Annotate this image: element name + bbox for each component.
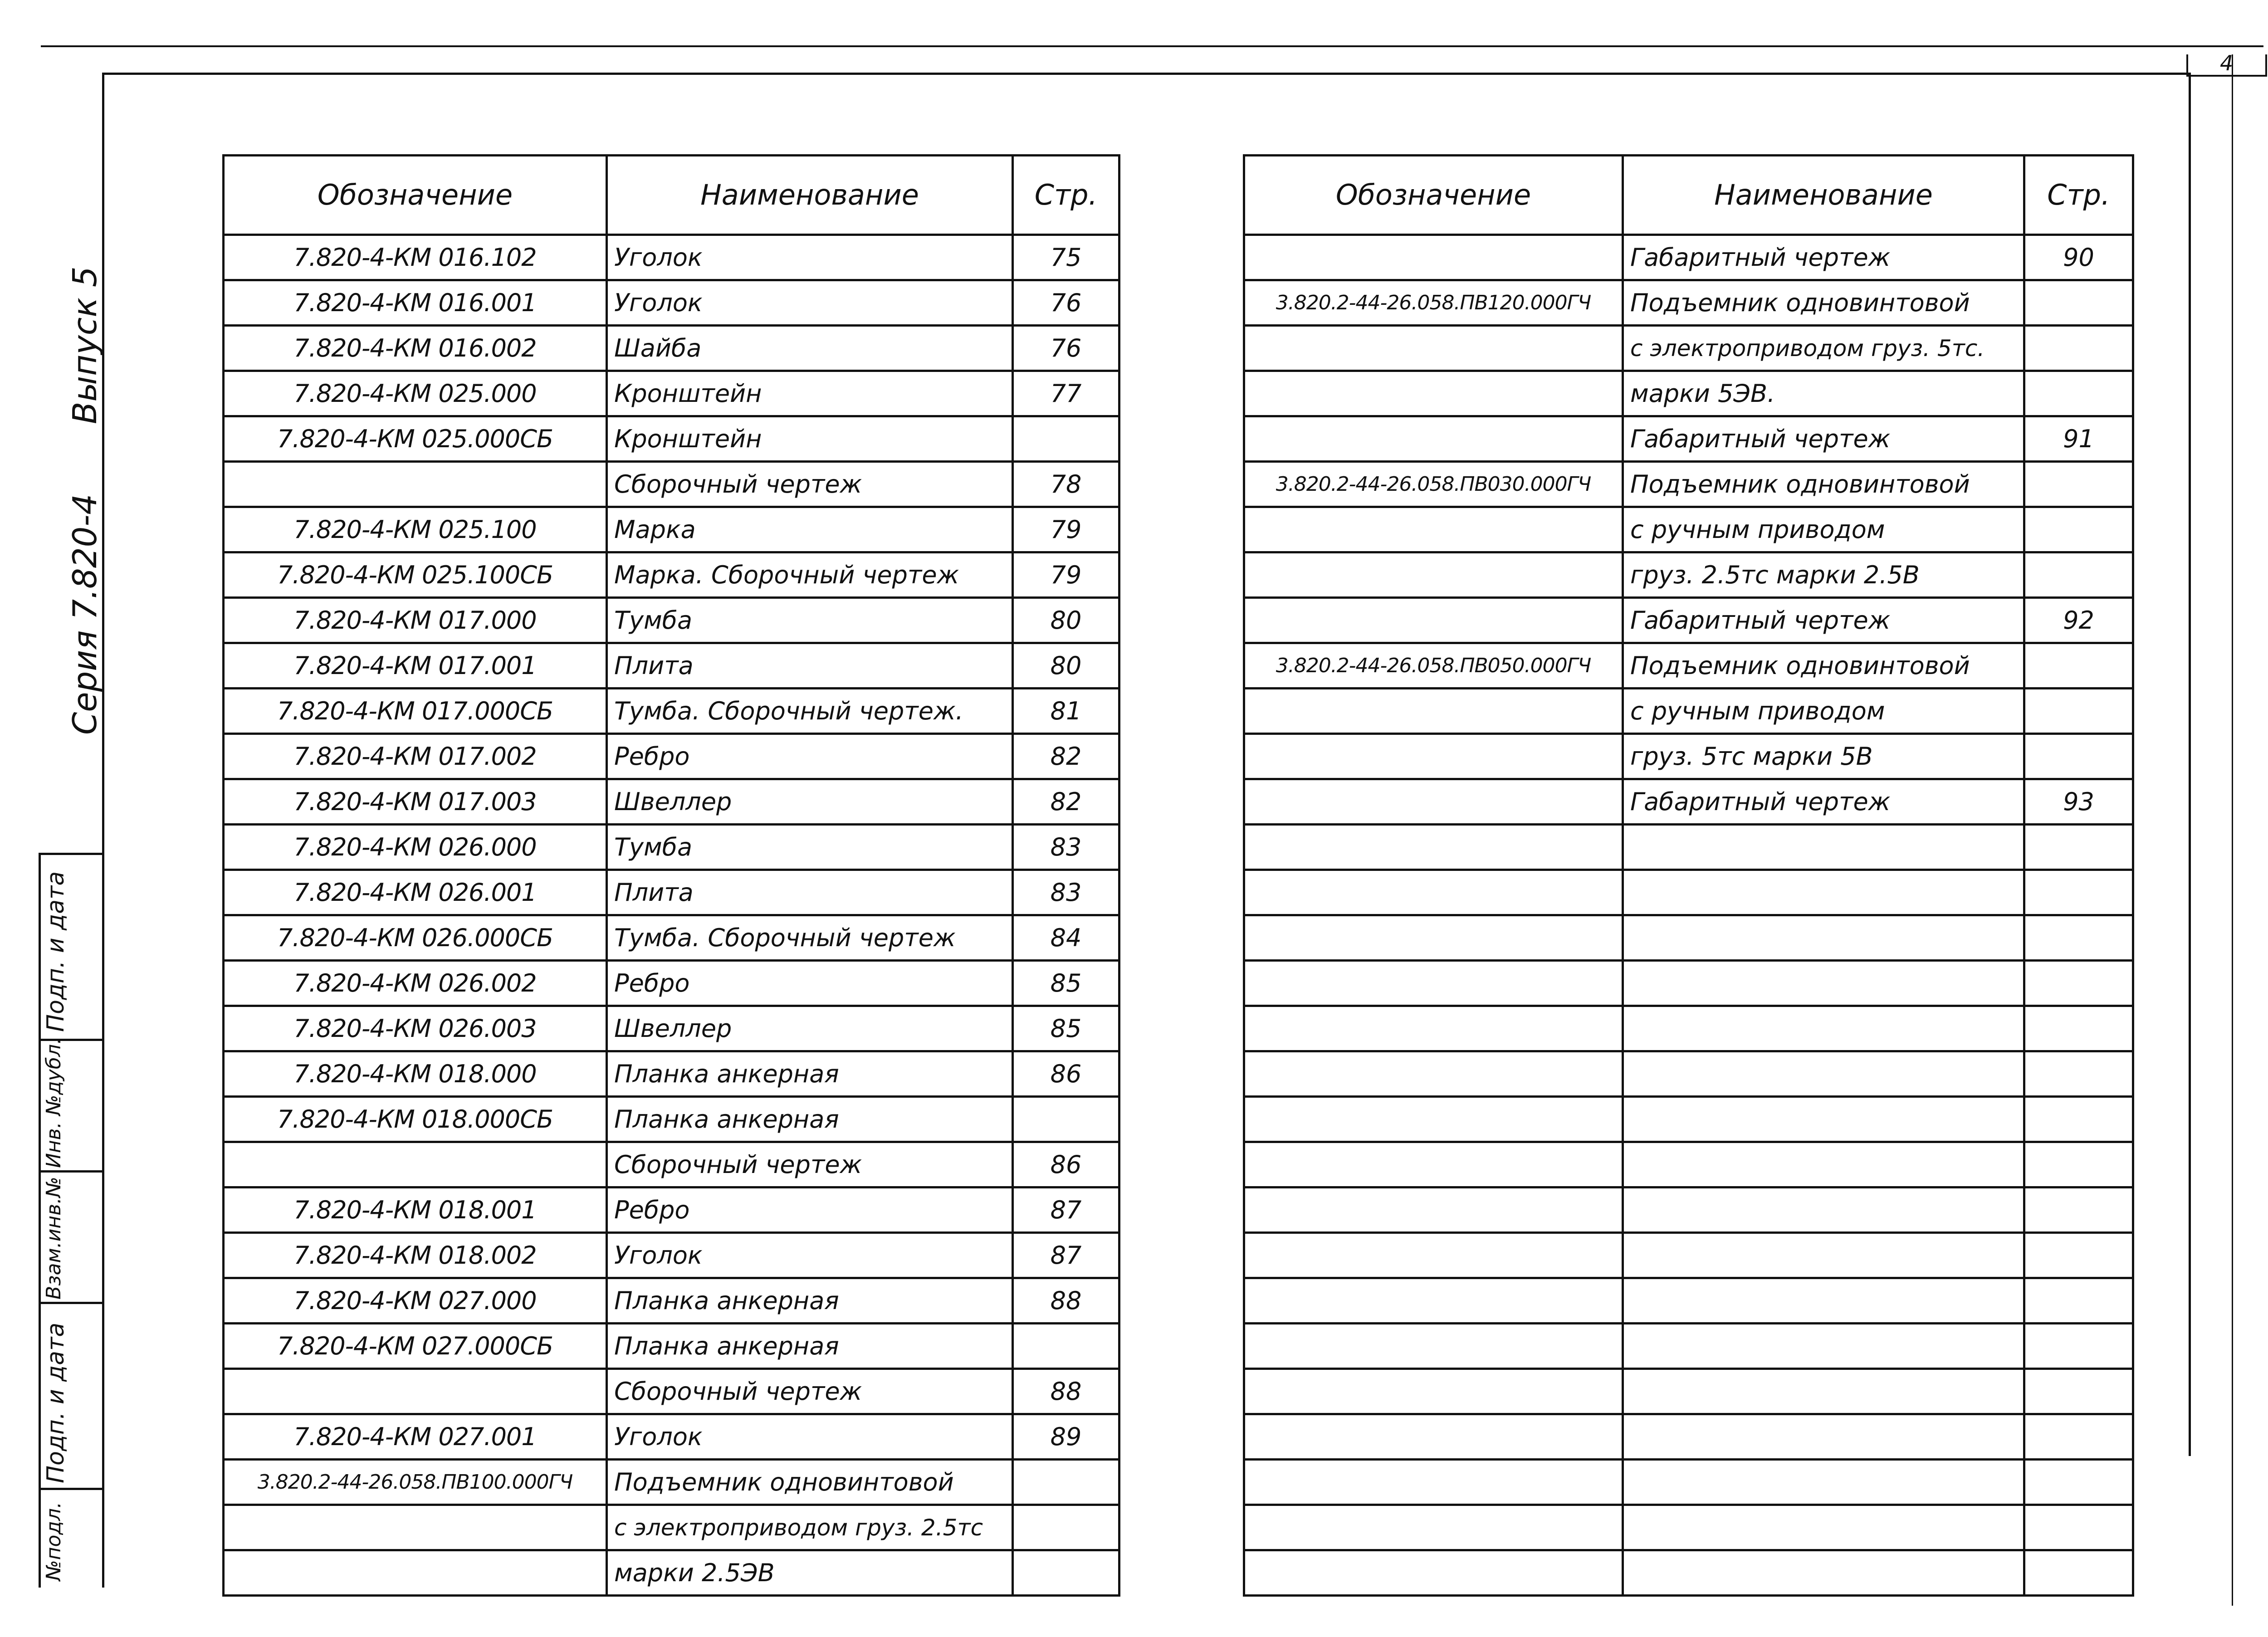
- series-label: Серия 7.820-4: [66, 494, 104, 735]
- page-cell: [2024, 825, 2133, 870]
- table-row: [224, 1006, 1119, 1051]
- table-row: [1244, 1142, 2133, 1187]
- table-row: [224, 915, 1119, 961]
- page-cell: [2024, 1097, 2133, 1142]
- table-row: [224, 1550, 1119, 1596]
- table-row: [1244, 779, 2133, 825]
- designation-cell: 7.820-4-КМ 017.003: [224, 779, 607, 825]
- page-cell: 88: [1013, 1278, 1119, 1324]
- name-cell: Габаритный чертеж: [1623, 416, 2024, 462]
- name-cell: [1623, 1414, 2024, 1460]
- page-cell: [2024, 326, 2133, 371]
- table-row: [1244, 1414, 2133, 1460]
- page-cell: [1013, 1550, 1119, 1596]
- table-row: [224, 1187, 1119, 1233]
- name-cell: Тумба. Сборочный чертеж: [607, 915, 1013, 961]
- page-cell: 82: [1013, 779, 1119, 825]
- page-cell: [1013, 1460, 1119, 1505]
- designation-cell: [224, 1505, 607, 1550]
- designation-cell: [1244, 689, 1623, 734]
- designation-cell: 7.820-4-КМ 025.000: [224, 371, 607, 416]
- name-cell: Ребро: [607, 734, 1013, 779]
- designation-cell: [1244, 416, 1623, 462]
- column-header-name: Наименование: [1623, 156, 2024, 235]
- column-header-page: Стр.: [1013, 156, 1119, 235]
- table-row: [224, 1505, 1119, 1550]
- page-cell: 85: [1013, 1006, 1119, 1051]
- page-cell: 86: [1013, 1142, 1119, 1187]
- page-cell: [2024, 462, 2133, 507]
- name-cell: с электроприводом груз. 5тс.: [1623, 326, 2024, 371]
- table-row: [224, 1369, 1119, 1414]
- name-cell: [1623, 1278, 2024, 1324]
- designation-cell: [1244, 326, 1623, 371]
- name-cell: Уголок: [607, 235, 1013, 280]
- page-cell: 83: [1013, 870, 1119, 915]
- designation-cell: [1244, 779, 1623, 825]
- designation-cell: [1244, 1505, 1623, 1550]
- name-cell: Подъемник одновинтовой: [1623, 462, 2024, 507]
- name-cell: [1623, 961, 2024, 1006]
- designation-cell: 7.820-4-КМ 017.002: [224, 734, 607, 779]
- name-cell: [1623, 1187, 2024, 1233]
- name-cell: Уголок: [607, 1414, 1013, 1460]
- table-row: [224, 507, 1119, 552]
- sheet-number: 4: [2220, 51, 2234, 75]
- name-cell: Марка. Сборочный чертеж: [607, 552, 1013, 598]
- page-cell: [2024, 1369, 2133, 1414]
- name-cell: Планка анкерная: [607, 1097, 1013, 1142]
- designation-cell: [1244, 1142, 1623, 1187]
- stamp-label: №подл.: [42, 1502, 65, 1581]
- designation-cell: 7.820-4-КМ 027.001: [224, 1414, 607, 1460]
- table-row: [1244, 1278, 2133, 1324]
- name-cell: [1623, 1233, 2024, 1278]
- page-cell: 84: [1013, 915, 1119, 961]
- designation-cell: 7.820-4-КМ 027.000: [224, 1278, 607, 1324]
- page-cell: [2024, 915, 2133, 961]
- name-cell: Уголок: [607, 1233, 1013, 1278]
- designation-cell: 7.820-4-КМ 025.100: [224, 507, 607, 552]
- table-row: [1244, 915, 2133, 961]
- table-row: [224, 689, 1119, 734]
- table-row: [224, 1051, 1119, 1097]
- page-cell: 76: [1013, 326, 1119, 371]
- page-cell: [2024, 507, 2133, 552]
- frame-top-border: [102, 73, 2189, 75]
- column-header-name: Наименование: [607, 156, 1013, 235]
- designation-cell: 7.820-4-КМ 018.001: [224, 1187, 607, 1233]
- designation-cell: [1244, 1097, 1623, 1142]
- name-cell: Габаритный чертеж: [1623, 598, 2024, 643]
- stamp-cell: [39, 853, 104, 1041]
- page-cell: [2024, 689, 2133, 734]
- table-row: [1244, 326, 2133, 371]
- page-cell: [2024, 961, 2133, 1006]
- designation-cell: [224, 1369, 607, 1414]
- name-cell: [1623, 1505, 2024, 1550]
- page-cell: [2024, 371, 2133, 416]
- table-row: [224, 734, 1119, 779]
- contents-table-right: [1243, 154, 2134, 1597]
- name-cell: Тумба. Сборочный чертеж.: [607, 689, 1013, 734]
- name-cell: Подъемник одновинтовой: [1623, 280, 2024, 326]
- stamp-label: Инв. №дубл.: [42, 1037, 65, 1168]
- table-row: [1244, 462, 2133, 507]
- designation-cell: [224, 1550, 607, 1596]
- designation-cell: 7.820-4-КМ 025.000СБ: [224, 416, 607, 462]
- designation-cell: [1244, 507, 1623, 552]
- table-row: [224, 1097, 1119, 1142]
- table-row: [224, 371, 1119, 416]
- page-cell: 90: [2024, 235, 2133, 280]
- name-cell: Швеллер: [607, 779, 1013, 825]
- table-row: [1244, 643, 2133, 689]
- designation-cell: 7.820-4-КМ 017.000: [224, 598, 607, 643]
- name-cell: Ребро: [607, 1187, 1013, 1233]
- designation-cell: [1244, 734, 1623, 779]
- designation-cell: 3.820.2-44-26.058.ПВ120.000ГЧ: [1244, 280, 1623, 326]
- designation-cell: 7.820-4-КМ 018.002: [224, 1233, 607, 1278]
- name-cell: [1623, 915, 2024, 961]
- table-row: [224, 1460, 1119, 1505]
- designation-cell: [1244, 1233, 1623, 1278]
- name-cell: [1623, 1097, 2024, 1142]
- sheet-number-box: [2186, 51, 2267, 77]
- table-row: [224, 643, 1119, 689]
- table-row: [1244, 1233, 2133, 1278]
- designation-cell: [1244, 825, 1623, 870]
- name-cell: Кронштейн: [607, 371, 1013, 416]
- designation-cell: 7.820-4-КМ 016.102: [224, 235, 607, 280]
- table-row: [224, 235, 1119, 280]
- table-row: [224, 779, 1119, 825]
- designation-cell: [1244, 371, 1623, 416]
- name-cell: [1623, 870, 2024, 915]
- designation-cell: [1244, 915, 1623, 961]
- stamp-cell: [39, 1488, 104, 1588]
- name-cell: [1623, 1460, 2024, 1505]
- page-cell: [2024, 1278, 2133, 1324]
- designation-cell: [1244, 598, 1623, 643]
- name-cell: Габаритный чертеж: [1623, 779, 2024, 825]
- table-row: [1244, 734, 2133, 779]
- name-cell: Шайба: [607, 326, 1013, 371]
- page-cell: 89: [1013, 1414, 1119, 1460]
- column-header-designation: Обозначение: [224, 156, 607, 235]
- table-row: [1244, 416, 2133, 462]
- designation-cell: [1244, 870, 1623, 915]
- issue-label: Выпуск 5: [66, 266, 104, 424]
- page-cell: 93: [2024, 779, 2133, 825]
- page-cell: 82: [1013, 734, 1119, 779]
- page-cell: 81: [1013, 689, 1119, 734]
- page-cell: 77: [1013, 371, 1119, 416]
- table-header-row: [224, 156, 1119, 235]
- page-cell: 80: [1013, 643, 1119, 689]
- page-cell: [2024, 1142, 2133, 1187]
- designation-cell: [1244, 1369, 1623, 1414]
- table-row: [224, 326, 1119, 371]
- page-cell: [2024, 1233, 2133, 1278]
- table-row: [1244, 1051, 2133, 1097]
- table-row: [224, 462, 1119, 507]
- name-cell: [1623, 1051, 2024, 1097]
- name-cell: Сборочный чертеж: [607, 462, 1013, 507]
- table-row: [1244, 1505, 2133, 1550]
- designation-cell: 3.820.2-44-26.058.ПВ050.000ГЧ: [1244, 643, 1623, 689]
- page-cell: 79: [1013, 552, 1119, 598]
- designation-cell: 7.820-4-КМ 017.001: [224, 643, 607, 689]
- name-cell: Подъемник одновинтовой: [1623, 643, 2024, 689]
- column-header-page: Стр.: [2024, 156, 2133, 235]
- table-row: [1244, 371, 2133, 416]
- table-row: [1244, 235, 2133, 280]
- page-cell: 87: [1013, 1187, 1119, 1233]
- name-cell: Тумба: [607, 598, 1013, 643]
- table-row: [1244, 280, 2133, 326]
- stamp-cell: [39, 1039, 104, 1173]
- page-cell: [2024, 1006, 2133, 1051]
- name-cell: груз. 5тс марки 5В: [1623, 734, 2024, 779]
- page-cell: [2024, 280, 2133, 326]
- name-cell: Планка анкерная: [607, 1324, 1013, 1369]
- page-cell: [2024, 552, 2133, 598]
- page-cell: [2024, 1051, 2133, 1097]
- stamp-label: Подп. и дата: [42, 871, 69, 1032]
- designation-cell: 7.820-4-КМ 018.000: [224, 1051, 607, 1097]
- table-row: [1244, 870, 2133, 915]
- page-cell: [1013, 416, 1119, 462]
- table-row: [1244, 1324, 2133, 1369]
- stamp-label: Взам.инв.№: [42, 1177, 65, 1300]
- designation-cell: 3.820.2-44-26.058.ПВ030.000ГЧ: [1244, 462, 1623, 507]
- right-trim-line: [2232, 54, 2233, 1606]
- name-cell: Сборочный чертеж: [607, 1142, 1013, 1187]
- name-cell: Кронштейн: [607, 416, 1013, 462]
- designation-cell: [1244, 552, 1623, 598]
- designation-cell: 7.820-4-КМ 026.001: [224, 870, 607, 915]
- name-cell: Планка анкерная: [607, 1278, 1013, 1324]
- name-cell: [1623, 1142, 2024, 1187]
- name-cell: Плита: [607, 643, 1013, 689]
- designation-cell: 7.820-4-КМ 026.003: [224, 1006, 607, 1051]
- name-cell: [1623, 1006, 2024, 1051]
- designation-cell: 7.820-4-КМ 016.002: [224, 326, 607, 371]
- top-trim-line: [41, 45, 2263, 47]
- name-cell: Швеллер: [607, 1006, 1013, 1051]
- name-cell: с ручным приводом: [1623, 507, 2024, 552]
- designation-cell: [1244, 1278, 1623, 1324]
- page-cell: 85: [1013, 961, 1119, 1006]
- name-cell: с электроприводом груз. 2.5тс: [607, 1505, 1013, 1550]
- designation-cell: 7.820-4-КМ 026.002: [224, 961, 607, 1006]
- frame-right-border: [2189, 73, 2191, 1456]
- page-cell: [1013, 1324, 1119, 1369]
- stamp-strip: [39, 853, 104, 1588]
- name-cell: марки 5ЭВ.: [1623, 371, 2024, 416]
- name-cell: [1623, 1550, 2024, 1596]
- name-cell: Ребро: [607, 961, 1013, 1006]
- name-cell: Подъемник одновинтовой: [607, 1460, 1013, 1505]
- designation-cell: [224, 462, 607, 507]
- name-cell: Уголок: [607, 280, 1013, 326]
- page-cell: 79: [1013, 507, 1119, 552]
- stamp-cell: [39, 1170, 104, 1304]
- name-cell: груз. 2.5тс марки 2.5В: [1623, 552, 2024, 598]
- table-row: [224, 416, 1119, 462]
- table-row: [224, 961, 1119, 1006]
- page-cell: 75: [1013, 235, 1119, 280]
- table-row: [1244, 1006, 2133, 1051]
- page-cell: [2024, 870, 2133, 915]
- page-cell: [2024, 1187, 2133, 1233]
- name-cell: Тумба: [607, 825, 1013, 870]
- contents-table-left: [222, 154, 1120, 1597]
- page-cell: 76: [1013, 280, 1119, 326]
- name-cell: с ручным приводом: [1623, 689, 2024, 734]
- table-row: [1244, 1097, 2133, 1142]
- table-row: [224, 1414, 1119, 1460]
- page-cell: [2024, 1460, 2133, 1505]
- page-cell: 78: [1013, 462, 1119, 507]
- table-row: [224, 552, 1119, 598]
- designation-cell: 7.820-4-КМ 026.000: [224, 825, 607, 870]
- designation-cell: [1244, 1324, 1623, 1369]
- table-row: [224, 870, 1119, 915]
- table-row: [1244, 1460, 2133, 1505]
- designation-cell: 7.820-4-КМ 016.001: [224, 280, 607, 326]
- designation-cell: 7.820-4-КМ 025.100СБ: [224, 552, 607, 598]
- designation-cell: [1244, 1460, 1623, 1505]
- designation-cell: [1244, 1414, 1623, 1460]
- designation-cell: 7.820-4-КМ 026.000СБ: [224, 915, 607, 961]
- designation-cell: [1244, 235, 1623, 280]
- table-row: [1244, 825, 2133, 870]
- designation-cell: 7.820-4-КМ 027.000СБ: [224, 1324, 607, 1369]
- page-cell: 91: [2024, 416, 2133, 462]
- page-cell: 83: [1013, 825, 1119, 870]
- page-cell: 86: [1013, 1051, 1119, 1097]
- name-cell: [1623, 1369, 2024, 1414]
- page-cell: 87: [1013, 1233, 1119, 1278]
- table-row: [224, 1233, 1119, 1278]
- designation-cell: [1244, 1006, 1623, 1051]
- stamp-cell: [39, 1302, 104, 1490]
- table-header-row: [1244, 156, 2133, 235]
- table-row: [1244, 1550, 2133, 1596]
- page-cell: [1013, 1505, 1119, 1550]
- table-row: [1244, 598, 2133, 643]
- table-row: [1244, 689, 2133, 734]
- table-row: [224, 598, 1119, 643]
- name-cell: Планка анкерная: [607, 1051, 1013, 1097]
- page-cell: [2024, 1550, 2133, 1596]
- page-cell: 88: [1013, 1369, 1119, 1414]
- name-cell: Сборочный чертеж: [607, 1369, 1013, 1414]
- table-row: [224, 1142, 1119, 1187]
- page-cell: [2024, 1324, 2133, 1369]
- table-row: [1244, 1187, 2133, 1233]
- page-cell: 92: [2024, 598, 2133, 643]
- name-cell: [1623, 1324, 2024, 1369]
- designation-cell: [1244, 1187, 1623, 1233]
- designation-cell: 7.820-4-КМ 018.000СБ: [224, 1097, 607, 1142]
- table-row: [224, 280, 1119, 326]
- name-cell: Габаритный чертеж: [1623, 235, 2024, 280]
- name-cell: Марка: [607, 507, 1013, 552]
- designation-cell: [1244, 1550, 1623, 1596]
- page-cell: 80: [1013, 598, 1119, 643]
- page-cell: [2024, 1505, 2133, 1550]
- table-row: [1244, 961, 2133, 1006]
- table-row: [1244, 552, 2133, 598]
- name-cell: Плита: [607, 870, 1013, 915]
- column-header-designation: Обозначение: [1244, 156, 1623, 235]
- page-cell: [2024, 734, 2133, 779]
- designation-cell: 3.820.2-44-26.058.ПВ100.000ГЧ: [224, 1460, 607, 1505]
- designation-cell: [1244, 1051, 1623, 1097]
- page-cell: [2024, 1414, 2133, 1460]
- name-cell: марки 2.5ЭВ: [607, 1550, 1013, 1596]
- table-row: [224, 825, 1119, 870]
- name-cell: [1623, 825, 2024, 870]
- table-row: [1244, 1369, 2133, 1414]
- table-row: [224, 1324, 1119, 1369]
- table-row: [224, 1278, 1119, 1324]
- table-row: [1244, 507, 2133, 552]
- designation-cell: [1244, 961, 1623, 1006]
- page-cell: [1013, 1097, 1119, 1142]
- page-cell: [2024, 643, 2133, 689]
- designation-cell: 7.820-4-КМ 017.000СБ: [224, 689, 607, 734]
- stamp-label: Подп. и дата: [42, 1322, 69, 1483]
- designation-cell: [224, 1142, 607, 1187]
